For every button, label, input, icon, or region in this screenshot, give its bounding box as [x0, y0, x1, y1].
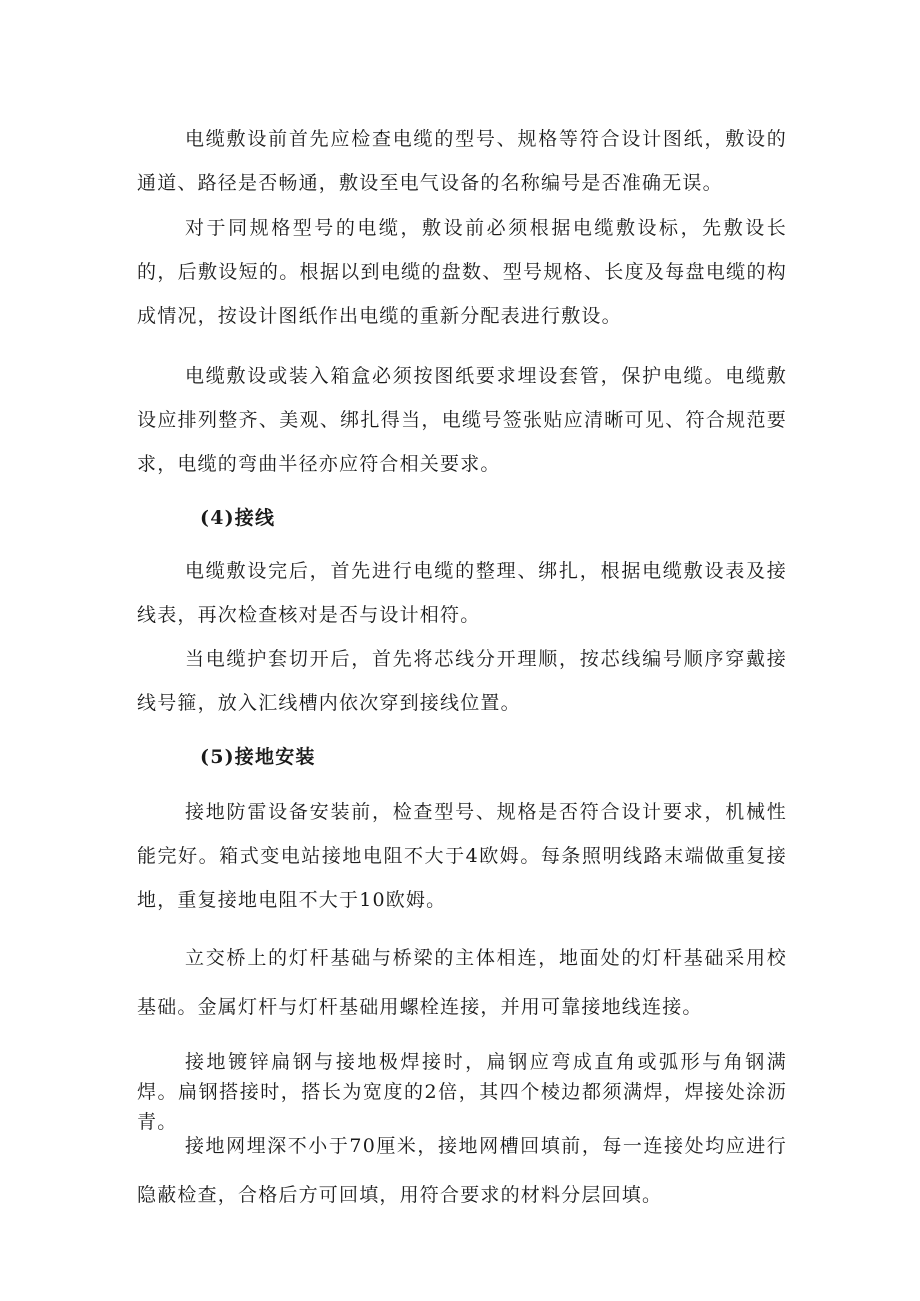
heading-wiring: (4)接线 — [200, 507, 276, 529]
paragraph-cable-tidy: 电缆敷设完后，首先进行电缆的整理、绑扎，根据电缆敷设表及接线表，再次检查核对是否与设计相符。 — [137, 560, 787, 626]
paragraph-flat-steel-welding: 接地镀锌扁钢与接地极焊接时，扁钢应弯成直角或弧形与角钢满焊。扁钢搭接时，搭长为宽度的2倍，其四个棱边都须满焊，焊接处涂沥青。 — [137, 1051, 787, 1133]
paragraph-grounding-grid-depth: 接地网埋深不小于70厘米，接地网槽回填前，每一连接处均应进行隐蔽检查，合格后方可回填，用符合要求的材料分层回填。 — [137, 1135, 787, 1206]
paragraph-lamp-pole-foundation: 立交桥上的灯杆基础与桥梁的主体相连，地面处的灯杆基础采用校基础。金属灯杆与灯杆基础用螺栓连接，并用可靠接地线连接。 — [137, 947, 787, 1018]
paragraph-lightning-protection: 接地防雷设备安装前，检查型号、规格是否符合设计要求，机械性能完好。箱式变电站接地电阻不大于4欧姆。每条照明线路末端做重复接地，重复接地电阻不大于10欧姆。 — [137, 801, 787, 911]
paragraph-sheath-cut: 当电缆护套切开后，首先将芯线分开理顺，按芯线编号顺序穿戴接线号箍，放入汇线槽内依次穿到接线位置。 — [137, 648, 787, 714]
paragraph-cable-inspection: 电缆敷设前首先应检查电缆的型号、规格等符合设计图纸，敷设的通道、路径是否畅通，敷设至电气设备的名称编号是否准确无误。 — [137, 128, 787, 194]
paragraph-cable-conduit: 电缆敷设或装入箱盒必须按图纸要求埋设套管，保护电缆。电缆敷设应排列整齐、美观、绑扎得当，电缆号签张贴应清晰可见、符合规范要求，电缆的弯曲半径亦应符合相关要求。 — [137, 365, 787, 475]
heading-grounding-installation: (5)接地安装 — [200, 746, 316, 768]
paragraph-cable-order: 对于同规格型号的电缆，敷设前必须根据电缆敷设标，先敷设长的，后敷设短的。根据以到电缆的盘数、型号规格、长度及每盘电缆的构成情况，按设计图纸作出电缆的重新分配表进行敷设。 — [137, 217, 787, 327]
